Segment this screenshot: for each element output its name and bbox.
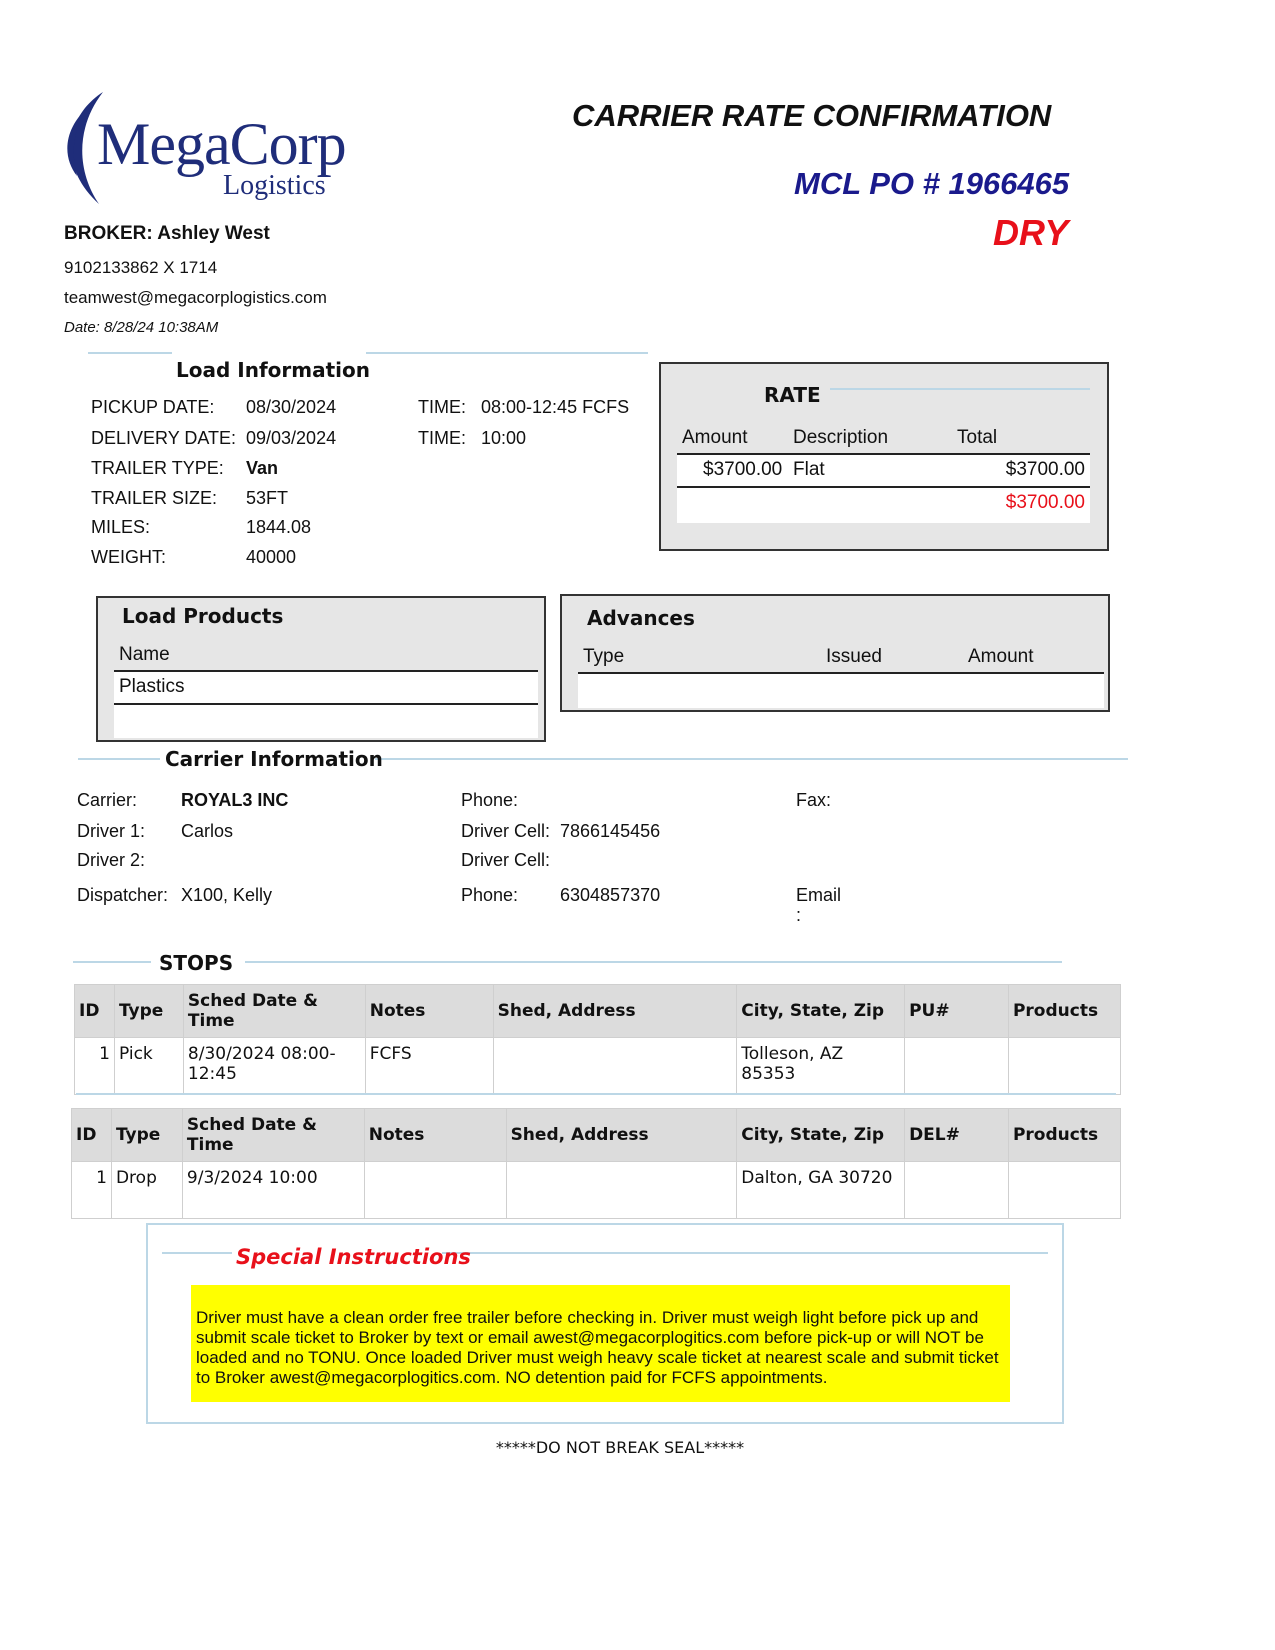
drop-col-products: Products — [1008, 1109, 1120, 1162]
load-info-rule-left — [88, 352, 172, 354]
driver1-label: Driver 1: — [77, 821, 146, 841]
pick-col-city: City, State, Zip — [737, 985, 905, 1038]
pick-city: Tolleson, AZ 85353 — [737, 1038, 905, 1095]
drop-col-shed: Shed, Address — [506, 1109, 737, 1162]
trailer-size-value: 53FT — [246, 488, 289, 508]
pick-notes: FCFS — [365, 1038, 493, 1095]
delivery-time-value: 10:00 — [481, 428, 527, 448]
drop-table-header — [72, 1109, 1121, 1162]
pick-shed — [493, 1038, 737, 1095]
carrier-label: Carrier: — [77, 790, 138, 810]
drop-col-del: DEL# — [905, 1109, 1009, 1162]
dispatch-phone-label: Phone: — [461, 885, 519, 905]
products-row-divider — [114, 703, 538, 705]
drop-col-type: Type — [111, 1109, 182, 1162]
pick-table-header — [75, 985, 1121, 1038]
rate-heading: RATE — [764, 383, 821, 407]
rate-col-total: Total — [957, 427, 998, 448]
pick-col-type: Type — [114, 985, 183, 1038]
table-row — [72, 1162, 1121, 1219]
stops-rule-right — [245, 961, 1062, 963]
logo-sub: Logistics — [223, 170, 326, 201]
rate-col-amount: Amount — [682, 427, 748, 448]
pick-col-notes: Notes — [365, 985, 493, 1038]
dispatcher-label: Dispatcher: — [77, 885, 169, 905]
carrier-fax-label: Fax: — [796, 790, 832, 810]
driver-cell-label: Driver Cell: — [461, 821, 551, 841]
company-logo — [55, 88, 385, 213]
pickup-date-value: 08/30/2024 — [246, 397, 337, 417]
trailer-type-label: TRAILER TYPE: — [91, 458, 224, 478]
pick-sched: 8/30/2024 08:00-12:45 — [183, 1038, 365, 1095]
drop-city: Dalton, GA 30720 — [737, 1162, 905, 1219]
driver-cell2-label: Driver Cell: — [461, 850, 551, 870]
advances-col-type: Type — [583, 646, 625, 667]
dispatch-phone-value: 6304857370 — [560, 885, 661, 905]
load-info-heading: Load Information — [176, 358, 370, 382]
advances-heading: Advances — [587, 606, 695, 630]
email-label-colon: : — [796, 905, 802, 925]
carrier-value: ROYAL3 INC — [181, 790, 289, 810]
advances-row-bg — [578, 672, 1104, 708]
broker-name: BROKER: Ashley West — [64, 223, 270, 244]
stops-divider-rule — [76, 1093, 1116, 1095]
special-rule-left — [162, 1252, 232, 1254]
delivery-date-label: DELIVERY DATE: — [91, 428, 237, 448]
po-number: MCL PO # 1966465 — [794, 166, 1070, 201]
rate-grand-total: $3700.00 — [1005, 492, 1085, 513]
rate-row-amount: $3700.00 — [703, 459, 783, 480]
seal-notice: *****DO NOT BREAK SEAL***** — [495, 1438, 745, 1457]
drop-col-notes: Notes — [364, 1109, 506, 1162]
stops-heading: STOPS — [159, 951, 234, 975]
special-rule-right — [442, 1252, 1048, 1254]
special-instructions-heading: Special Instructions — [236, 1245, 471, 1269]
driver2-label: Driver 2: — [77, 850, 146, 870]
mode-label: DRY — [993, 212, 1069, 253]
drop-notes — [364, 1162, 506, 1219]
pick-col-shed: Shed, Address — [493, 985, 737, 1038]
miles-value: 1844.08 — [246, 517, 312, 537]
drop-id: 1 — [72, 1162, 112, 1219]
advances-col-issued: Issued — [826, 646, 882, 667]
miles-label: MILES: — [91, 517, 151, 537]
weight-value: 40000 — [246, 547, 297, 567]
drop-products — [1008, 1162, 1120, 1219]
delivery-date-value: 09/03/2024 — [246, 428, 337, 448]
pick-col-sched: Sched Date & Time — [183, 985, 365, 1038]
rate-row-description: Flat — [793, 459, 825, 480]
stops-rule-left — [73, 961, 151, 963]
special-instructions-text: Driver must have a clean order free trailer before checking in. Driver must weigh light before pick up and submit scale ticket to Broker by text or email awest@megacorplogitics.com before pick-up or will NOT be loaded and no TONU. Once loaded Driver must weigh heavy scale ticket at nearest scale and submit ticket to Broker awest@megacorplogitics.com. NO detention paid for FCFS appointments. — [191, 1285, 1010, 1402]
email-label: Email — [796, 885, 842, 905]
weight-label: WEIGHT: — [91, 547, 166, 567]
broker-phone: 9102133862 X 1714 — [64, 258, 218, 277]
carrier-rule-left — [78, 758, 160, 760]
pick-col-pu: PU# — [905, 985, 1009, 1038]
products-item: Plastics — [119, 676, 185, 697]
pickup-date-label: PICKUP DATE: — [91, 397, 215, 417]
trailer-size-label: TRAILER SIZE: — [91, 488, 218, 508]
products-col-name: Name — [119, 644, 170, 665]
logo-name: MegaCorp — [97, 111, 346, 177]
delivery-time-label: TIME: — [418, 428, 466, 448]
pick-pu — [905, 1038, 1009, 1095]
drop-del — [905, 1162, 1009, 1219]
rate-col-description: Description — [793, 427, 889, 448]
document-title: CARRIER RATE CONFIRMATION — [572, 98, 1052, 133]
drop-stops-table — [71, 1108, 1121, 1219]
pickup-time-value: 08:00-12:45 FCFS — [481, 397, 630, 417]
drop-type: Drop — [111, 1162, 182, 1219]
carrier-rule-right — [375, 758, 1128, 760]
carrier-heading: Carrier Information — [165, 747, 383, 771]
trailer-type-value: Van — [246, 458, 279, 478]
rate-heading-rule — [830, 388, 1090, 390]
driver1-value: Carlos — [181, 821, 234, 841]
advances-col-amount: Amount — [968, 646, 1034, 667]
drop-col-sched: Sched Date & Time — [182, 1109, 364, 1162]
pickup-time-label: TIME: — [418, 397, 466, 417]
load-info-rule-right — [366, 352, 648, 354]
driver-cell-value: 7866145456 — [560, 821, 661, 841]
pick-stops-table — [74, 984, 1121, 1095]
rate-row-divider — [677, 486, 1090, 488]
drop-shed — [506, 1162, 737, 1219]
drop-col-city: City, State, Zip — [737, 1109, 905, 1162]
dispatcher-value: X100, Kelly — [181, 885, 273, 905]
rate-row-total: $3700.00 — [1005, 459, 1085, 480]
pick-id: 1 — [75, 1038, 115, 1095]
carrier-phone-label: Phone: — [461, 790, 519, 810]
pick-col-id: ID — [75, 985, 115, 1038]
drop-col-id: ID — [72, 1109, 112, 1162]
table-row — [75, 1038, 1121, 1095]
pick-type: Pick — [114, 1038, 183, 1095]
pick-products — [1008, 1038, 1120, 1095]
drop-sched: 9/3/2024 10:00 — [182, 1162, 364, 1219]
load-products-heading: Load Products — [122, 604, 284, 628]
confirmation-date: Date: 8/28/24 10:38AM — [64, 319, 219, 336]
broker-email: teamwest@megacorplogistics.com — [64, 288, 327, 307]
pick-col-products: Products — [1008, 985, 1120, 1038]
